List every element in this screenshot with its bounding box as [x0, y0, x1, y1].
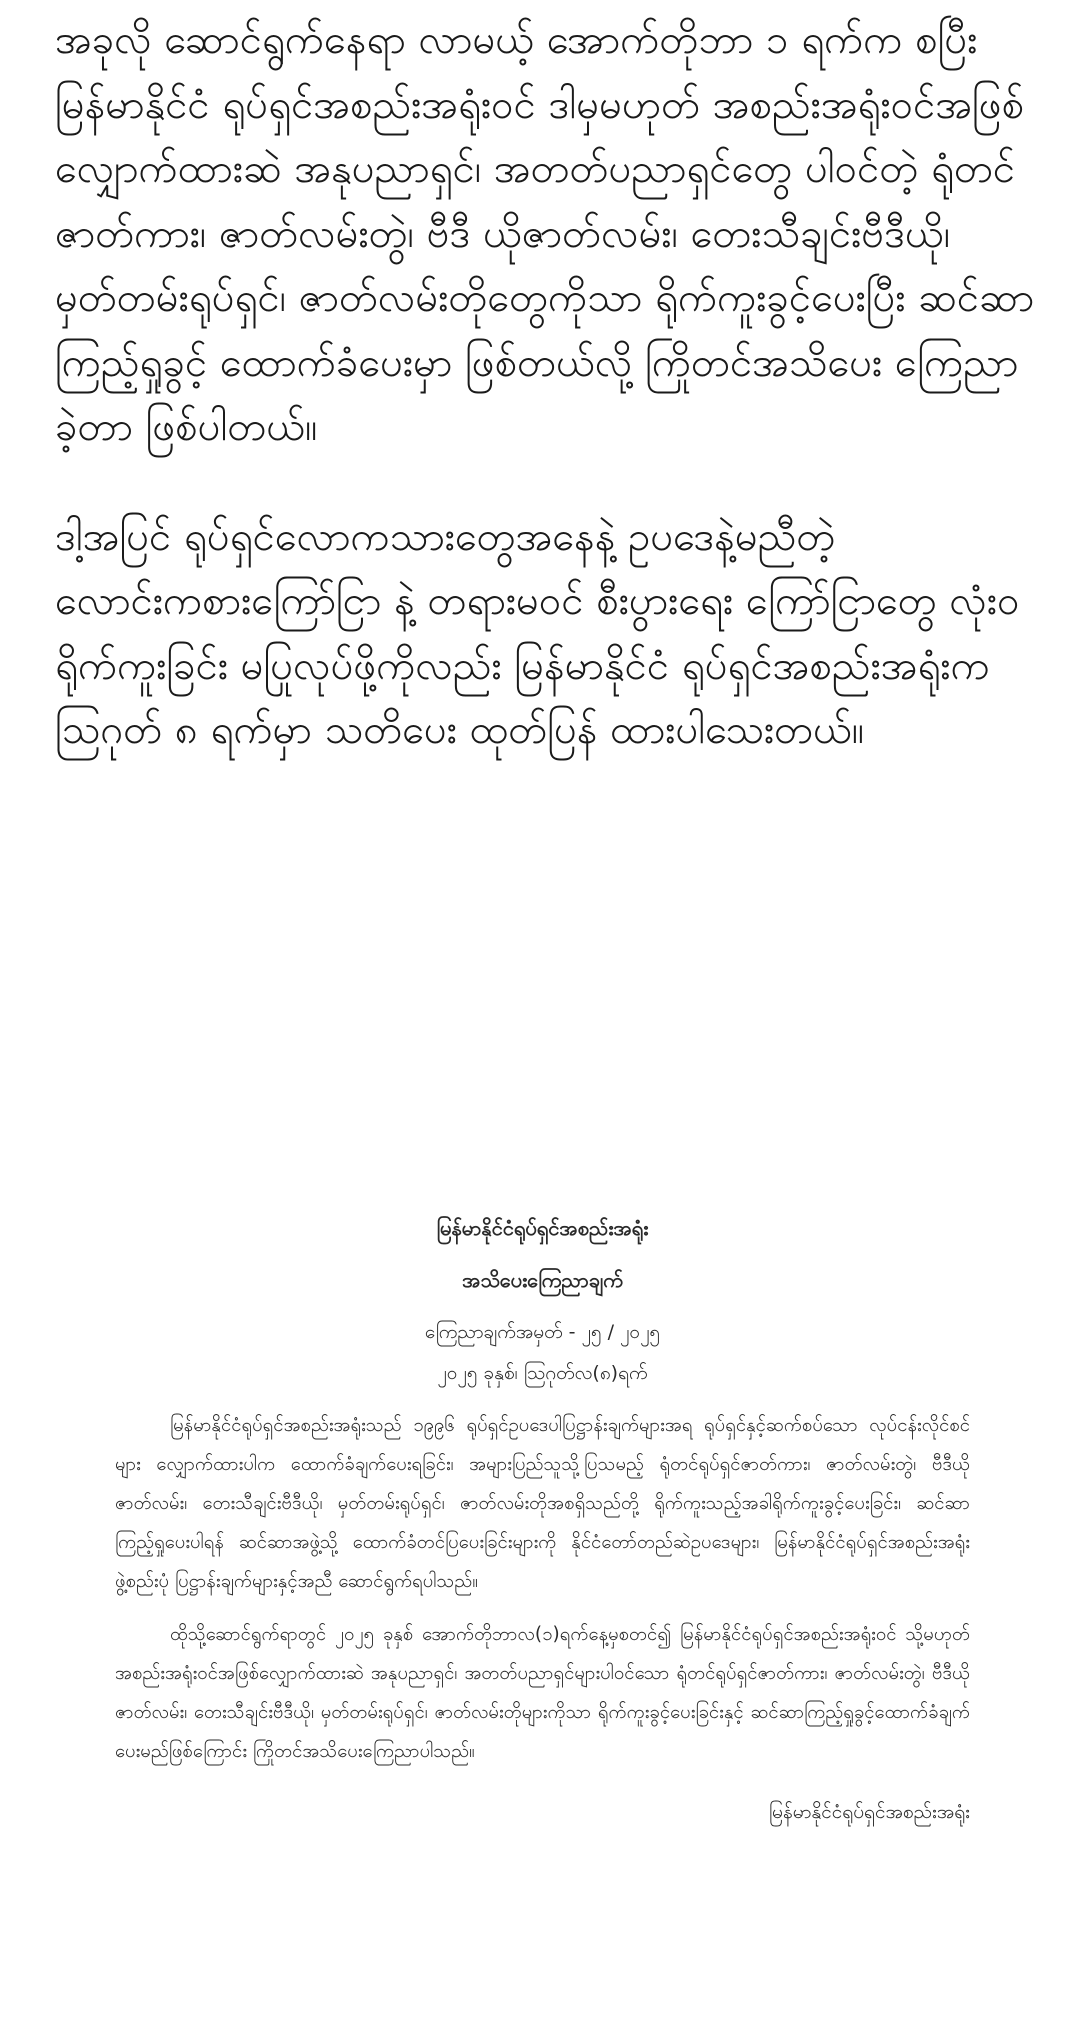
notice-reference-number: ကြေညာချက်အမှတ် - ၂၅ / ၂၀၂၅ [424, 1321, 661, 1343]
notice-paragraph-2: ထိုသို့ဆောင်ရွက်ရာတွင် ၂၀၂၅ ခုနှစ် အောက်တိုဘာလ(၁)ရက်နေ့မှစတင်၍ မြန်မာနိုင်ငံရုပ်ရှင်အစည်းအရုံးဝင် သို့မဟုတ် အစည်းအရုံးဝင်အဖြစ်လျှောက်ထားဆဲ အနုပညာရှင်၊ အတတ်ပညာရှင်များပါဝင်သော ရုံတင်ရုပ်ရှင်ဇာတ်ကား၊ ဇာတ်လမ်းတွဲ၊ ဗီဒီယို ဇာတ်လမ်း၊ တေးသီချင်းဗီဒီယို၊ မှတ်တမ်းရုပ်ရှင်၊ ဇာတ်လမ်းတိုများကိုသာ ရိုက်ကူးခွင့်ပေးခြင်းနှင့် ဆင်ဆာကြည့်ရှုခွင့်ထောက်ခံချက်ပေးမည်ဖြစ်ကြောင်း ကြိုတင်အသိပေးကြေညာပါသည်။ [115, 1624, 970, 1762]
notice-organization: မြန်မာနိုင်ငံရုပ်ရှင်အစည်းအရုံး [436, 1216, 649, 1240]
notice-date: ၂၀၂၅ ခုနှစ်၊ ဩဂုတ်လ(၈)ရက် [437, 1362, 648, 1384]
notice-title: အသိပေးကြေညာချက် [462, 1268, 623, 1292]
notice-paragraph-1: မြန်မာနိုင်ငံရုပ်ရှင်အစည်းအရုံးသည် ၁၉၉၆ ရုပ်ရှင်ဥပဒေပါပြဋ္ဌာန်းချက်များအရ ရုပ်ရှင်နှင့်ဆက်စပ်သော လုပ်ငန်းလိုင်စင်များ လျှောက်ထားပါက ထောက်ခံချက်ပေးရခြင်း၊ အများပြည်သူသို့ပြသမည့် ရုံတင်ရုပ်ရှင်ဇာတ်ကား၊ ဇာတ်လမ်းတွဲ၊ ဗီဒီယိုဇာတ်လမ်း၊ တေးသီချင်းဗီဒီယို၊ မှတ်တမ်းရုပ်ရှင်၊ ဇာတ်လမ်းတိုအစရှိသည်တို့ ရိုက်ကူးသည့်အခါရိုက်ကူးခွင့်ပေးခြင်း၊ ဆင်ဆာကြည့်ရှုပေးပါရန် ဆင်ဆာအဖွဲ့သို့ ထောက်ခံတင်ပြပေးခြင်းများကို နိုင်ငံတော်တည်ဆဲဥပဒေများ၊ မြန်မာနိုင်ငံရုပ်ရှင်အစည်းအရုံးဖွဲ့စည်းပုံ ပြဋ္ဌာန်းချက်များနှင့်အညီ ဆောင်ရွက်ရပါသည်။ [115, 1415, 970, 1592]
article-paragraph-2: ဒါ့အပြင် ရုပ်ရှင်လောကသားတွေအနေနဲ့ ဥပဒေနဲ့မညီတဲ့ လောင်းကစားကြော်ငြာ နဲ့ တရားမဝင် စီးပွားရေး ကြော်ငြာတွေ လုံးဝ ရိုက်ကူးခြင်း မပြုလုပ်ဖို့ကိုလည်း မြန်မာနိုင်ငံ ရုပ်ရှင်အစည်းအရုံးက ဩဂုတ် ၈ ရက်မှာ သတိပေး ထုတ်ပြန် ထားပါသေးတယ်။ [55, 513, 1020, 753]
article-paragraph-1: အခုလို ဆောင်ရွက်နေရာ လာမယ့် အောက်တိုဘာ ၁ ရက်က စပြီး မြန်မာနိုင်ငံ ရုပ်ရှင်အစည်းအရုံးဝင် ဒါမှမဟုတ် အစည်းအရုံးဝင်အဖြစ် လျှောက်ထားဆဲ အနုပညာရှင်၊ အတတ်ပညာရှင်တွေ ပါဝင်တဲ့ ရုံတင်ဇာတ်ကား၊ ဇာတ်လမ်းတွဲ၊ ဗီဒီ ယိုဇာတ်လမ်း၊ တေးသီချင်းဗီဒီယို၊ မှတ်တမ်းရုပ်ရှင်၊ ဇာတ်လမ်းတိုတွေကိုသာ ရိုက်ကူးခွင့်ပေးပြီး ဆင်ဆာကြည့်ရှုခွင့် ထောက်ခံပေးမှာ ဖြစ်တယ်လို့ ကြိုတင်အသိပေး ကြေညာခဲ့တာ ဖြစ်ပါတယ်။ [55, 17, 1035, 450]
article-body [55, 8, 1035, 763]
official-notice [115, 1215, 970, 1844]
notice-signature: မြန်မာနိုင်ငံရုပ်ရှင်အစည်းအရုံး [768, 1801, 970, 1823]
